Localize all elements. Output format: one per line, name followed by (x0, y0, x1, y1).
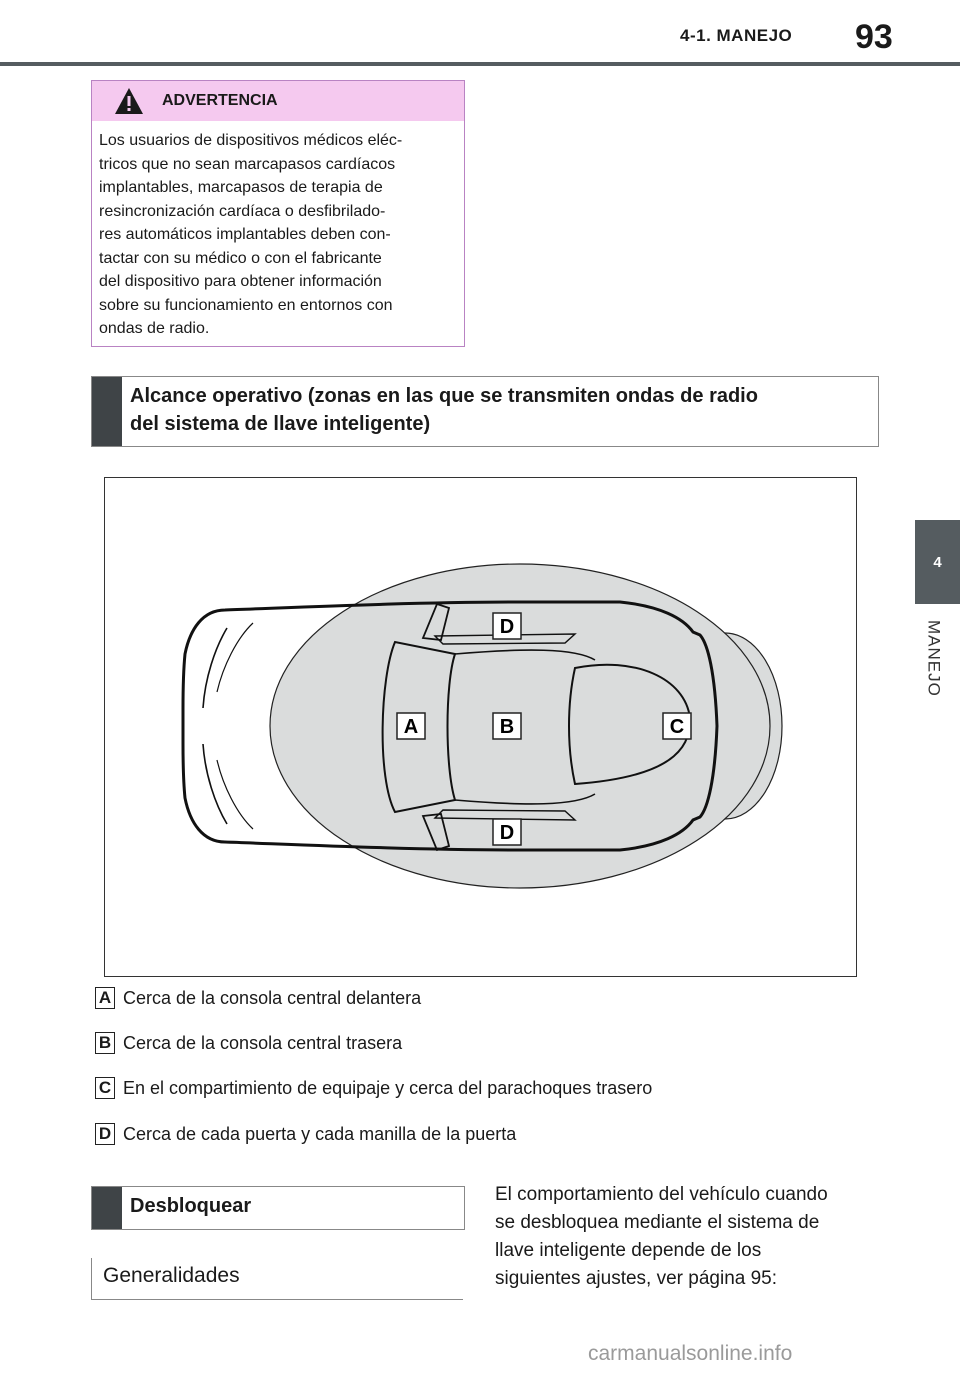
warning-line: ondas de radio. (99, 320, 210, 337)
watermark: carmanualsonline.info (588, 1342, 793, 1365)
warning-line: Los usuarios de dispositivos médicos eléc- (99, 132, 403, 149)
legend-text: Cerca de cada puerta y cada manilla de la puerta (123, 1123, 517, 1144)
body-line: El comportamiento del vehículo cuando (495, 1184, 828, 1205)
legend-key: D (95, 1123, 115, 1145)
warning-line: implantables, marcapasos de terapia de (99, 179, 383, 196)
chapter-tab-number: 4 (915, 520, 960, 604)
section-heading-line: del sistema de llave inteligente) (130, 413, 431, 435)
legend-item-c (95, 1075, 652, 1101)
svg-text:D: D (499, 616, 515, 638)
page-number: 93 (855, 18, 893, 56)
svg-text:C: C (669, 716, 685, 738)
section-heading-text (122, 377, 768, 446)
headlight-line (217, 760, 253, 829)
figure-label-a (397, 713, 425, 739)
legend-item-d (95, 1121, 516, 1147)
headlight-line (217, 623, 253, 692)
svg-text:D: D (499, 822, 515, 844)
warning-line: del dispositivo para obtener información (99, 273, 382, 290)
section-heading-line: Alcance operativo (zonas en las que se transmiten ondas de radio (130, 385, 758, 407)
body-line: se desbloquea mediante el sistema de (495, 1212, 820, 1233)
legend-item-b (95, 1030, 402, 1056)
warning-title: ADVERTENCIA (162, 92, 278, 109)
hood-line (203, 744, 227, 824)
warning-box (91, 80, 465, 347)
warning-text (92, 121, 464, 341)
warning-triangle-icon (114, 87, 144, 115)
section-heading-range (91, 376, 879, 447)
legend-text: Cerca de la consola central delantera (123, 987, 422, 1008)
warning-line: sobre su funcionamiento en entornos con (99, 296, 393, 314)
body-line: llave inteligente depende de los (495, 1240, 762, 1261)
legend-text: En el compartimiento de equipaje y cerca del parachoques trasero (123, 1077, 653, 1098)
svg-text:A: A (403, 716, 419, 738)
smart-key-range-figure (104, 477, 857, 977)
legend-text: Cerca de la consola central trasera (123, 1032, 403, 1053)
legend-key: C (95, 1077, 115, 1099)
hood-line (203, 628, 227, 708)
figure-label-d-bottom (493, 819, 521, 845)
vehicle-top-view-illustration (105, 478, 856, 976)
header-rule (0, 62, 960, 66)
figure-label-b (493, 713, 521, 739)
warning-line: resincronización cardíaca o desfibrilado- (99, 202, 386, 220)
subsection-heading: Generalidades (91, 1258, 463, 1300)
chapter-tab-label: MANEJO (924, 620, 944, 697)
section-accent-bar (92, 1187, 122, 1229)
section-accent-bar (92, 377, 122, 446)
warning-line: tactar con su médico o con el fabricante (99, 249, 382, 267)
warning-line: tricos que no sean marcapasos cardíacos (99, 155, 396, 173)
legend-item-a (95, 985, 421, 1011)
warning-line: res automáticos implantables deben con- (99, 226, 391, 243)
section-heading-text: Desbloquear (130, 1195, 252, 1217)
body-paragraph (495, 1181, 875, 1293)
legend-key: B (95, 1032, 115, 1054)
warning-header (92, 81, 464, 121)
body-line: siguientes ajustes, ver página 95: (495, 1268, 778, 1289)
section-heading-unlock (91, 1186, 465, 1230)
legend-key: A (95, 987, 115, 1009)
figure-label-c (663, 713, 691, 739)
running-header-section: 4-1. MANEJO (680, 26, 793, 45)
figure-label-d-top (493, 613, 521, 639)
svg-text:B: B (499, 716, 515, 738)
